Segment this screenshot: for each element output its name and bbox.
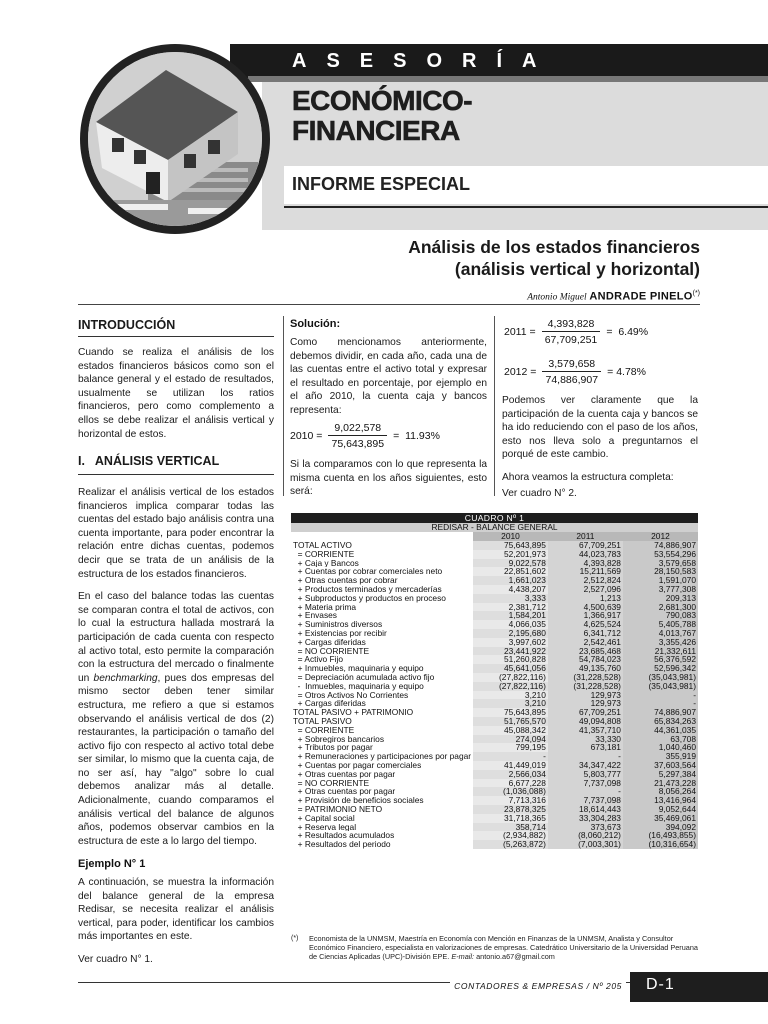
table-cell-value: 3,333 — [473, 594, 548, 603]
table-row-label: + Suministros diversos — [293, 620, 383, 629]
table-cell-value: 44,361,035 — [623, 726, 698, 735]
solution-column — [290, 336, 487, 427]
table-cell-value: 23,878,325 — [473, 805, 548, 814]
intro-column — [78, 346, 274, 450]
equation-2012-denominator: 74,886,907 — [545, 374, 599, 386]
table-cell-value: 37,603,564 — [623, 761, 698, 770]
table-row — [291, 770, 698, 779]
table-row — [291, 576, 698, 585]
table-row-label: + Envases — [293, 611, 337, 621]
table-cell-value: 5,405,788 — [623, 620, 698, 629]
footnote-text — [309, 934, 699, 962]
table-row — [291, 787, 698, 796]
table-row — [291, 823, 698, 832]
table-row — [291, 743, 698, 752]
table-cell-value: 33,330 — [548, 735, 623, 744]
table-cell-value: 4,066,035 — [473, 620, 548, 629]
section-1-paragraph-1: Realizar el análisis vertical de los estados financieros implica comparar todas las cuentas del estado bajo análisis contra una cuenta importante, para poder encontrar la relación entre dichas cuentas, podemos decir que se trata de un análisis de la estructura de los estados financieros. — [78, 487, 274, 580]
table-cell-value: 15,211,569 — [548, 567, 623, 576]
section-1-paragraph-2 — [78, 590, 274, 848]
table-cell-value: 49,094,808 — [548, 717, 623, 726]
table-row-label: + Inmuebles, maquinaria y equipo — [293, 664, 424, 673]
table-row — [291, 726, 698, 735]
table-cell-value: 790,083 — [623, 611, 698, 620]
table-row-label: + Cuentas por pagar comerciales — [293, 760, 422, 770]
table-cell-value: 45,641,056 — [473, 664, 548, 673]
table-cell-value: (31,228,528) — [548, 682, 623, 691]
table-cell-value: 56,376,592 — [623, 655, 698, 664]
example-paragraph: A continuación, se muestra la información del balance general de la empresa Redisar, se necesita realizar el análisis vertical, para poder, identificar los cambios más importantes en este. — [78, 877, 274, 943]
table-cell-value: 129,973 — [548, 691, 623, 700]
table-row-label: + Sobregiros bancarios — [293, 734, 385, 744]
table-row — [291, 585, 698, 594]
table-cell-value: 7,737,098 — [548, 779, 623, 788]
table-row — [291, 682, 698, 691]
table-cell-value: (2,934,882) — [473, 831, 548, 840]
intro-heading: INTRODUCCIÓN — [78, 318, 176, 332]
table-row — [291, 567, 698, 576]
table-subtitle: REDISAR - BALANCE GENERAL — [291, 523, 698, 532]
section-1-paragraph-2-a: En el caso del balance todas las cuentas se comparan contra el total de activos, con lo cual la estructura hallada mostrará la participación de cada cuenta con respecto al activo total, esto permite la comparación con la estructura del mercado o finalmente un — [78, 591, 274, 684]
section-1-heading-rule — [78, 474, 274, 475]
table-cell-value: 3,997,602 — [473, 638, 548, 647]
table-cell-value: 2,681,300 — [623, 603, 698, 612]
table-cell-value: 41,357,710 — [548, 726, 623, 735]
table-cell-value: 4,500,639 — [548, 603, 623, 612]
table-cell-value: 23,441,922 — [473, 647, 548, 656]
equation-2010-numerator: 9,022,578 — [328, 422, 387, 436]
table-cell-value: - — [473, 752, 548, 761]
header-title — [292, 86, 472, 146]
table-row-label: TOTAL ACTIVO — [293, 541, 352, 550]
table-cell-value: 7,713,316 — [473, 796, 548, 805]
table-cell-value: 52,201,973 — [473, 550, 548, 559]
table-cell-value: 4,013,767 — [623, 629, 698, 638]
table-row — [291, 603, 698, 612]
table-row — [291, 541, 698, 550]
equation-2011-numerator: 4,393,828 — [542, 318, 601, 332]
table-cell-value: 1,213 — [548, 594, 623, 603]
table-row-label: + Productos terminados y mercaderías — [293, 584, 442, 594]
table-cell-value: (27,822,116) — [473, 673, 548, 682]
table-row-label: TOTAL PASIVO + PATRIMONIO — [293, 708, 414, 717]
table-row-label: + Existencias por recibir — [293, 628, 387, 638]
table-row — [291, 664, 698, 673]
table-row — [291, 735, 698, 744]
section-1-body — [78, 486, 274, 857]
table-cell-value: 21,332,611 — [623, 647, 698, 656]
table-cell-value: - — [623, 699, 698, 708]
table-cell-value: 45,088,342 — [473, 726, 548, 735]
table-cell-value: (5,263,872) — [473, 840, 548, 849]
table-row-label: + Caja y Bancos — [293, 558, 359, 568]
example-body — [78, 876, 274, 976]
table-cell-value: 52,596,342 — [623, 664, 698, 673]
section-1-paragraph-2-b: , pues dos empresas del mismo sector deben tener similar estructura, me refiero a que si estamos observando el análisis vertical de dos (2) restaurantes, la participación o tamaño del activo fijo con respecto al activo total debe ser similar, lo mismo que la cuenta caja, de no ser así, hay "algo" sobre lo cual debemos analizar más al detalle. Adicionalmente, cuando comparamos el análisis vertical del balance de algunos años, podemos observar cambios en la estructura de este a lo largo del tiempo. — [78, 672, 274, 847]
table-row-label: + Otras cuentas por pagar — [293, 769, 396, 779]
table-cell-value: 22,851,602 — [473, 567, 548, 576]
table-cell-value: 2,512,824 — [548, 576, 623, 585]
table-row-label: + Materia prima — [293, 602, 357, 612]
table-cell-value: 1,661,023 — [473, 576, 548, 585]
table-row-label: = NO CORRIENTE — [293, 646, 370, 656]
example-heading: Ejemplo N° 1 — [78, 858, 146, 870]
table-cell-value: 51,765,570 — [473, 717, 548, 726]
table-cell-value: 67,709,251 — [548, 541, 623, 550]
header-title-line1: ECONÓMICO- — [292, 85, 473, 116]
solution-paragraph-1: Como mencionamos anteriormente, debemos dividir, en cada año, cada una de las cuentas entre el activo total y expresar el resultado en porcentaje, por ejemplo en el año 2010, la cuenta caja y bancos representa: — [290, 337, 487, 416]
conclusion-column — [502, 394, 698, 509]
table-year-row — [291, 532, 698, 541]
table-cell-value: - — [548, 787, 623, 796]
section-1-paragraph-2-emphasis: benchmarking — [93, 672, 158, 684]
table-row — [291, 611, 698, 620]
table-cell-value: 13,416,964 — [623, 796, 698, 805]
table-row-label: = Activo Fijo — [293, 655, 344, 665]
table-year-2012: 2012 — [623, 532, 698, 541]
equation-2011-label: 2011 = — [504, 326, 536, 338]
table-cell-value: (8,060,212) — [548, 831, 623, 840]
table-row — [291, 691, 698, 700]
table-cell-value: 3,210 — [473, 691, 548, 700]
table-row — [291, 638, 698, 647]
table-row-label: + Cargas diferidas — [293, 637, 366, 647]
table-row-label: TOTAL PASIVO — [293, 716, 352, 726]
equation-2010 — [290, 422, 440, 450]
table-cell-value: 1,584,201 — [473, 611, 548, 620]
table-row-label: - Inmuebles, maquinaria y equipo — [293, 681, 424, 691]
solution-paragraph-2-block — [290, 458, 487, 508]
column-divider-2 — [494, 316, 495, 496]
equation-2011-fraction — [542, 318, 601, 346]
table-cell-value: 209,313 — [623, 594, 698, 603]
table-cell-value: 75,643,895 — [473, 708, 548, 717]
table-cell-value: (1,036,088) — [473, 787, 548, 796]
article-title — [408, 236, 700, 280]
section-rule — [284, 206, 768, 208]
table-cell-value: 75,643,895 — [473, 541, 548, 550]
table-row — [291, 620, 698, 629]
table-row-label: = Depreciación acumulada activo fijo — [293, 672, 435, 682]
author-footnote-mark: (*) — [692, 290, 700, 297]
table-cell-value: 31,718,365 — [473, 814, 548, 823]
table-cell-value: 2,195,680 — [473, 629, 548, 638]
section-1-heading: I. ANÁLISIS VERTICAL — [78, 454, 220, 468]
table-cell-value: 21,473,228 — [623, 779, 698, 788]
table-cell-value: 28,150,583 — [623, 567, 698, 576]
table-cell-value: (31,228,528) — [548, 673, 623, 682]
equation-2012 — [504, 358, 646, 386]
table-cell-value: (16,493,855) — [623, 831, 698, 840]
footnote-text-b: antonio.a67@gmail.com — [474, 952, 555, 962]
table-cell-value: 74,886,907 — [623, 708, 698, 717]
intro-paragraph: Cuando se realiza el análisis de los estados financieros básicos como son el balance general y el estado de resultados, usualmente se utilizan los ratios financieros, pero como complemento a ellos se debe realizar el análisis vertical y horizontal de estos. — [78, 347, 274, 440]
equation-2012-fraction — [542, 358, 601, 386]
table-cell-value: 63,708 — [623, 735, 698, 744]
example-reference: Ver cuadro N° 1. — [78, 953, 153, 965]
table-row-label: = NO CORRIENTE — [293, 778, 370, 788]
table-row-label: + Tributos por pagar — [293, 743, 373, 753]
table-cell-value: (27,822,116) — [473, 682, 548, 691]
table-cell-value: 4,393,828 — [548, 559, 623, 568]
solution-heading: Solución: — [290, 318, 341, 330]
table-cell-value: - — [623, 691, 698, 700]
footer-page-number: D-1 — [630, 972, 768, 1002]
table-row — [291, 717, 698, 726]
table-cell-value: 3,210 — [473, 699, 548, 708]
equation-2012-label: 2012 = — [504, 366, 537, 378]
table-cell-value: 2,542,461 — [548, 638, 623, 647]
table-row-label: = PATRIMONIO NETO — [293, 804, 383, 814]
table-row — [291, 673, 698, 682]
table-row — [291, 814, 698, 823]
table-cell-value: 394,092 — [623, 823, 698, 832]
house-illustration-icon — [88, 52, 262, 226]
column-divider-1 — [283, 316, 284, 496]
table-cell-value: (35,043,981) — [623, 682, 698, 691]
table-row — [291, 796, 698, 805]
table-row — [291, 752, 698, 761]
intro-heading-rule — [78, 336, 274, 337]
table-cell-value: 129,973 — [548, 699, 623, 708]
table-cell-value: 274,094 — [473, 735, 548, 744]
table-cell-value: 74,886,907 — [623, 541, 698, 550]
table-row — [291, 559, 698, 568]
table-row-label: + Resultados del periodo — [293, 840, 391, 849]
table-cell-value: 3,579,658 — [623, 559, 698, 568]
table-cell-value: (7,003,301) — [548, 840, 623, 849]
author-last-name: ANDRADE PINELO — [589, 290, 693, 303]
table-row — [291, 805, 698, 814]
table-cell-value: 49,135,760 — [548, 664, 623, 673]
table-cell-value: 23,685,468 — [548, 647, 623, 656]
table-row — [291, 550, 698, 559]
table-cell-value: 53,554,296 — [623, 550, 698, 559]
table-cell-value: 33,304,283 — [548, 814, 623, 823]
header-title-line2: FINANCIERA — [292, 115, 460, 146]
footnote-text-emphasis: E-mail: — [451, 952, 475, 962]
table-cell-value: 5,297,384 — [623, 770, 698, 779]
table-row — [291, 840, 698, 849]
conclusion-paragraph: Podemos ver claramente que la participación de la cuenta caja y bancos se ha ido reduciendo con el paso de los años, esto nos lleva solo a preguntarnos el porqué de este cambio. — [502, 395, 698, 461]
table-cell-value: - — [548, 752, 623, 761]
table-year-2010: 2010 — [473, 532, 548, 541]
equation-2010-denominator: 75,643,895 — [331, 438, 385, 450]
table-cell-value: 2,381,712 — [473, 603, 548, 612]
table-cell-value: 1,366,917 — [548, 611, 623, 620]
table-cell-value: 9,022,578 — [473, 559, 548, 568]
equation-2012-numerator: 3,579,658 — [542, 358, 601, 372]
table-cell-value: 5,803,777 — [548, 770, 623, 779]
table-cell-value: (10,316,654) — [623, 840, 698, 849]
equation-2011 — [504, 318, 648, 346]
header-kicker: ASESORÍA — [292, 50, 557, 72]
table-cell-value: 54,784,023 — [548, 655, 623, 664]
table-row-label: + Otras cuentas por pagar — [293, 787, 396, 797]
equation-2011-denominator: 67,709,251 — [544, 334, 598, 346]
table-cell-value: 18,614,443 — [548, 805, 623, 814]
table-cell-value: 673,181 — [548, 743, 623, 752]
equation-2010-fraction — [328, 422, 387, 450]
conclusion-lead: Ahora veamos la estructura completa: — [502, 471, 674, 483]
table-cell-value: 67,709,251 — [548, 708, 623, 717]
table-cell-value: 4,438,207 — [473, 585, 548, 594]
table-cell-value: 2,527,096 — [548, 585, 623, 594]
author-rule — [78, 304, 700, 305]
table-row — [291, 761, 698, 770]
table-cell-value: 7,737,098 — [548, 796, 623, 805]
table-row-label: + Provisión de beneficios sociales — [293, 796, 424, 805]
table-row-label: + Reserva legal — [293, 822, 357, 832]
table-row-label: + Subproductos y productos en proceso — [293, 593, 446, 603]
author-footnote — [291, 934, 699, 962]
table-cell-value: 4,625,524 — [548, 620, 623, 629]
equation-2012-result: = 4.78% — [607, 366, 646, 378]
table-cell-value: 1,591,070 — [623, 576, 698, 585]
article-title-line2: (análisis vertical y horizontal) — [454, 259, 700, 279]
table-cell-value: 51,260,828 — [473, 655, 548, 664]
table-row — [291, 708, 698, 717]
header-kicker-bar — [230, 44, 768, 78]
table-row — [291, 699, 698, 708]
table-cell-value: 34,347,422 — [548, 761, 623, 770]
table-cell-value: 2,566,034 — [473, 770, 548, 779]
table-row-label: = Otros Activos No Corrientes — [293, 690, 409, 700]
table-row — [291, 655, 698, 664]
table-row-label: + Cargas diferidas — [293, 699, 366, 709]
table-cell-value: 9,052,644 — [623, 805, 698, 814]
table-year-2011: 2011 — [548, 532, 623, 541]
table-row-label: + Cuentas por cobrar comerciales neto — [293, 567, 443, 577]
table-cell-value: 35,469,061 — [623, 814, 698, 823]
table-row — [291, 629, 698, 638]
table-header-blank — [291, 532, 473, 541]
header-divider — [248, 76, 768, 82]
table-row — [291, 831, 698, 840]
solution-paragraph-2: Si la comparamos con lo que representa la misma cuenta en los años siguientes, esto será: — [290, 459, 487, 498]
house-logo-image — [88, 52, 262, 226]
table-row-label: + Resultados acumulados — [293, 831, 395, 841]
footnote-mark: (*) — [291, 935, 299, 942]
table-cell-value: 355,919 — [623, 752, 698, 761]
table-cell-value: 799,195 — [473, 743, 548, 752]
table-cell-value: 65,834,263 — [623, 717, 698, 726]
table-row — [291, 594, 698, 603]
equation-2010-label: 2010 = — [290, 430, 323, 442]
footnote-text-a: Economista de la UNMSM, Maestría en Economía con Mención en Finanzas de la UNMSM, Analista y Consultor Económico Financiero, especialista en valorizaciones de empresas. Catedrático Universitario de la Universidad Peruana de Ciencias Aplicadas (UPC)-División EPE. — [309, 934, 698, 962]
table-cell-value: 41,449,019 — [473, 761, 548, 770]
table-row-label: + Capital social — [293, 813, 355, 823]
table-cell-value: 373,673 — [548, 823, 623, 832]
table-cell-value: 6,341,712 — [548, 629, 623, 638]
author-byline — [527, 290, 700, 302]
footer-publication: CONTADORES & EMPRESAS / Nº 205 — [450, 981, 626, 991]
table-cell-value: (35,043,981) — [623, 673, 698, 682]
table-row-label: + Otras cuentas por cobrar — [293, 576, 398, 585]
table-row-label: = CORRIENTE — [293, 725, 355, 735]
table-cell-value: 6,677,228 — [473, 779, 548, 788]
table-cell-value: 3,355,426 — [623, 638, 698, 647]
table-row-label: = CORRIENTE — [293, 549, 355, 559]
table-row — [291, 779, 698, 788]
table-cell-value: 358,714 — [473, 823, 548, 832]
table-row-label: + Remuneraciones y participaciones por pagar — [293, 752, 472, 761]
conclusion-reference: Ver cuadro N° 2. — [502, 487, 577, 499]
table-cell-value: 1,040,460 — [623, 743, 698, 752]
article-title-line1: Análisis de los estados financieros — [408, 237, 700, 257]
table-title: CUADRO Nº 1 — [291, 513, 698, 523]
balance-table — [291, 513, 698, 849]
table-subtitle-row — [291, 523, 698, 532]
author-first-name: Antonio Miguel — [527, 292, 587, 303]
table-row — [291, 647, 698, 656]
table-cell-value: 8,056,264 — [623, 787, 698, 796]
table-cell-value: 44,023,783 — [548, 550, 623, 559]
equation-2011-result: = 6.49% — [606, 326, 649, 338]
table-cell-value: 3,777,308 — [623, 585, 698, 594]
section-label: INFORME ESPECIAL — [292, 174, 471, 194]
equation-2010-result: = 11.93% — [393, 430, 440, 442]
